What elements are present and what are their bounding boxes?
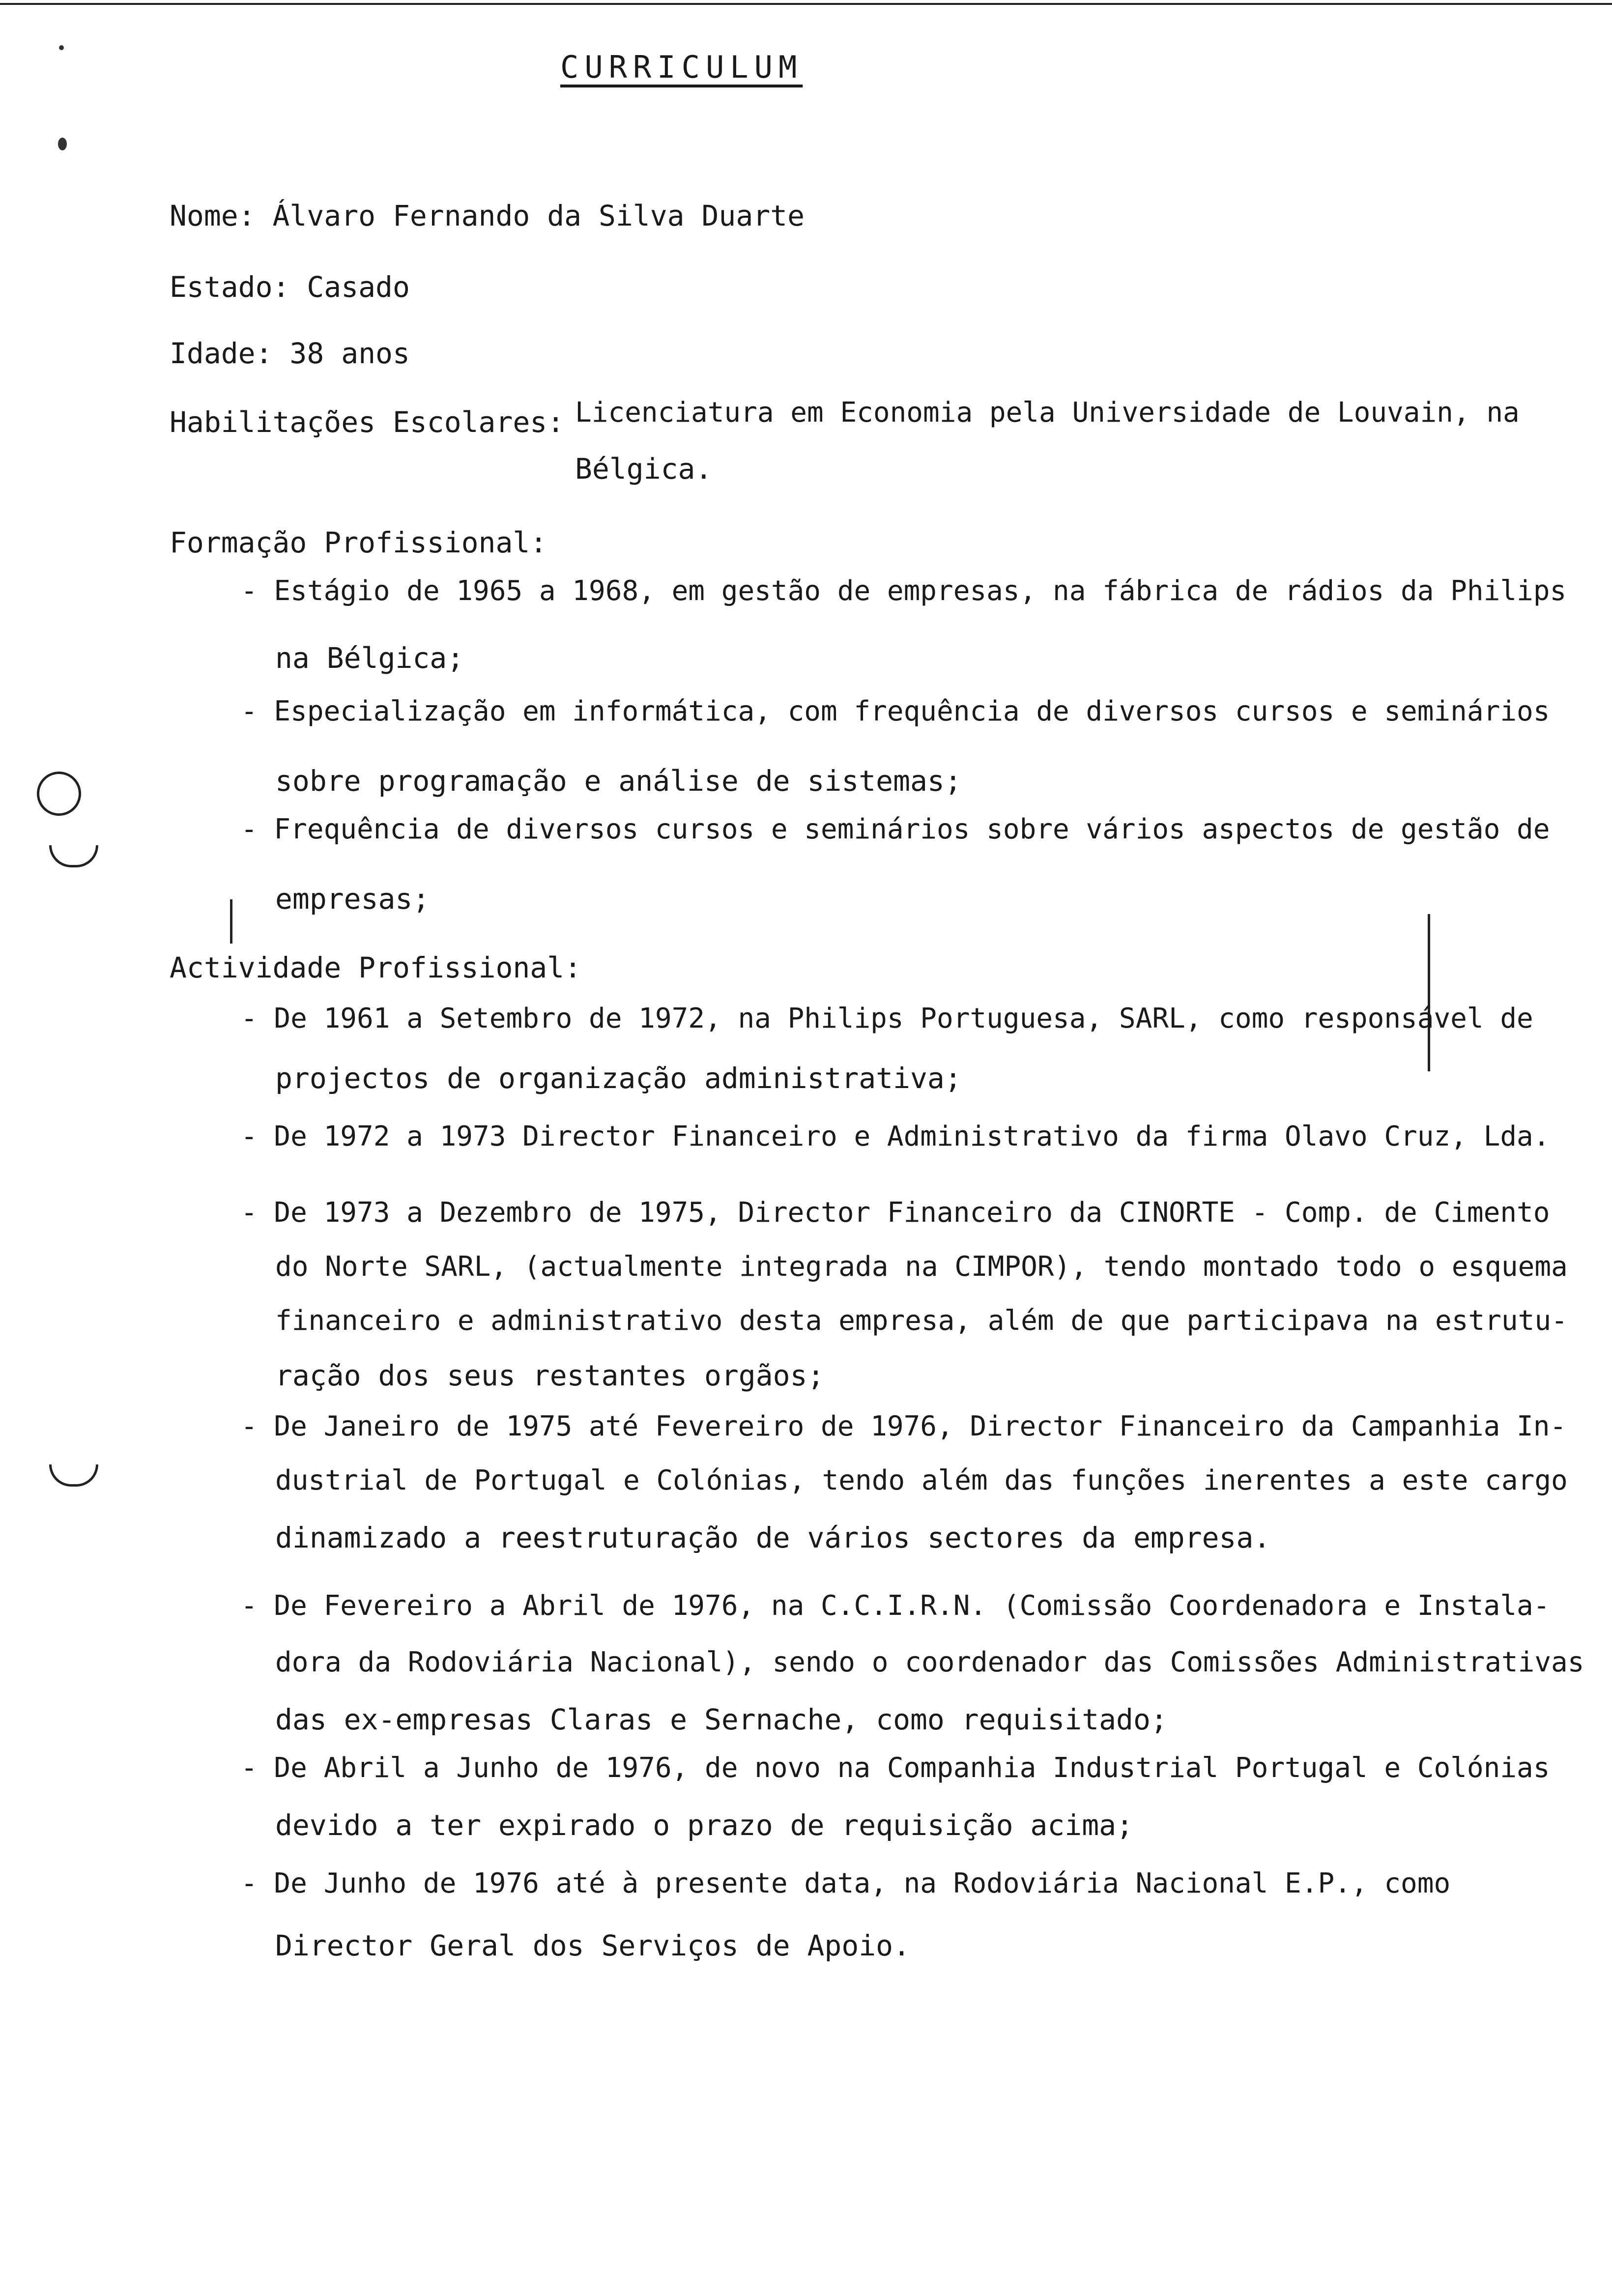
status-line: Estado: Casado <box>170 270 410 304</box>
education-label: Habilitações Escolares: <box>170 405 565 439</box>
education-line-2: Bélgica. <box>575 452 713 486</box>
activity-item-4-line-3: dinamizado a reestruturação de vários sectores da empresa. <box>275 1521 1271 1554</box>
activity-item-4-line-1: - De Janeiro de 1975 até Fevereiro de 1976, Director Financeiro da Campanhia In- <box>241 1410 1567 1442</box>
activity-item-6-line-2: devido a ter expirado o prazo de requisição acima; <box>275 1808 1133 1842</box>
training-item-1-line-1: - Estágio de 1965 a 1968, em gestão de empresas, na fábrica de rádios da Philips <box>241 575 1567 607</box>
training-item-2-line-2: sobre programação e análise de sistemas; <box>275 764 962 798</box>
scan-speck <box>58 138 67 150</box>
training-heading: Formação Profissional: <box>170 526 547 559</box>
name-line: Nome: Álvaro Fernando da Silva Duarte <box>170 199 805 232</box>
activity-item-7-line-1: - De Junho de 1976 até à presente data, na Rodoviária Nacional E.P., como <box>241 1867 1451 1899</box>
top-border-line <box>0 3 1612 5</box>
activity-item-7-line-2: Director Geral dos Serviços de Apoio. <box>275 1929 911 1962</box>
activity-item-5-line-2: dora da Rodoviária Nacional), sendo o coordenador das Comissões Administrativas <box>275 1646 1584 1678</box>
age-line: Idade: 38 anos <box>170 337 410 370</box>
activity-item-3-line-1: - De 1973 a Dezembro de 1975, Director Financeiro da CINORTE - Comp. de Cimento <box>241 1197 1550 1229</box>
activity-item-3-line-2: do Norte SARL, (actualmente integrada na CIMPOR), tendo montado todo o esquema <box>275 1251 1568 1283</box>
training-item-3-line-2: empresas; <box>275 882 430 916</box>
scan-speck <box>59 45 64 50</box>
activity-item-2-line-1: - De 1972 a 1973 Director Financeiro e Administrativo da firma Olavo Cruz, Lda. <box>241 1120 1550 1152</box>
training-item-1-line-2: na Bélgica; <box>275 641 464 675</box>
margin-mark <box>230 899 232 944</box>
training-item-2-line-1: - Especialização em informática, com frequência de diversos cursos e seminários <box>241 695 1550 727</box>
training-item-3-line-1: - Frequência de diversos cursos e seminários sobre vários aspectos de gestão de <box>241 813 1550 845</box>
activity-item-3-line-3: financeiro e administrativo desta empresa, além de que participava na estrutu- <box>275 1305 1568 1337</box>
punch-hole-mark <box>49 1464 98 1487</box>
punch-hole-mark <box>37 772 81 816</box>
punch-hole-mark <box>49 845 98 867</box>
document-title: CURRICULUM <box>560 49 803 85</box>
activity-item-6-line-1: - De Abril a Junho de 1976, de novo na Companhia Industrial Portugal e Colónias <box>241 1752 1550 1784</box>
margin-mark <box>1428 914 1430 1071</box>
activity-item-1-line-1: - De 1961 a Setembro de 1972, na Philips Portuguesa, SARL, como responsável de <box>241 1003 1533 1034</box>
activity-item-4-line-2: dustrial de Portugal e Colónias, tendo além das funções inerentes a este cargo <box>275 1464 1568 1496</box>
activity-heading: Actividade Profissional: <box>170 951 582 984</box>
activity-item-1-line-2: projectos de organização administrativa; <box>275 1062 962 1095</box>
education-line-1: Licenciatura em Economia pela Universidade de Louvain, na <box>575 397 1520 429</box>
activity-item-5-line-1: - De Fevereiro a Abril de 1976, na C.C.I.R.N. (Comissão Coordenadora e Instala- <box>241 1590 1550 1622</box>
activity-item-3-line-4: ração dos seus restantes orgãos; <box>275 1359 825 1392</box>
activity-item-5-line-3: das ex-empresas Claras e Sernache, como requisitado; <box>275 1703 1168 1736</box>
